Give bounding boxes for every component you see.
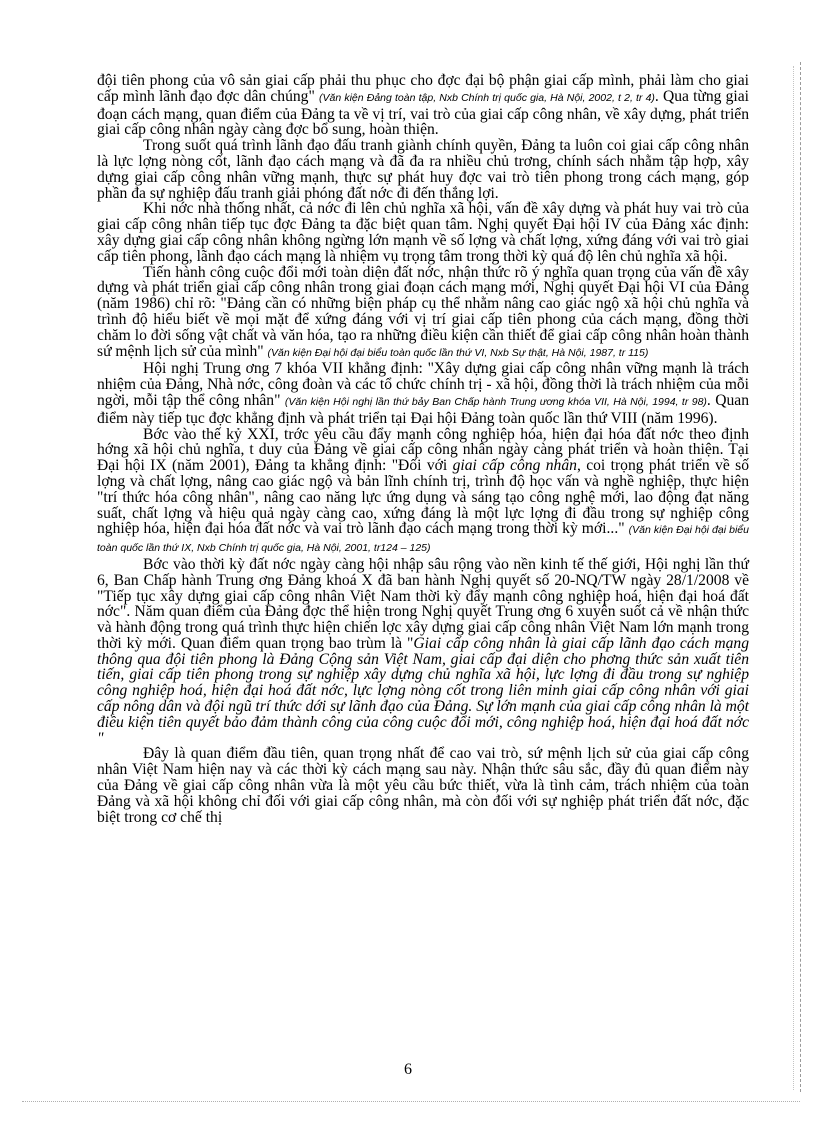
text-run: , coi trọng phát triển về số lợng và chất lợng, nâng cao giác ngộ và bản lĩnh chính trị, trình độ học vấn và nghề nghiệp, thực hiện "trí thức hóa công nhân", nâng cao năng lực ứng dụng và sáng tạo công nghệ mới, lao động đạt năng suất, chất lợng và hiệu quả ngày càng cao, xứng đáng là một lực lợng đi đầu trong sự nghiệp công nghiệp hóa, hiện đại hóa đất nớc và vai trò lãnh đạo cách mạng trong thời kỳ mới..." [97,457,749,538]
paragraph [97,557,749,747]
italic-text: giai cấp công nhân [452,457,577,475]
text-run: . Quan điểm này tiếp tục đợc khẳng định và phát triển tại Đại hội Đảng toàn quốc lần thứ VIII (năm 1996). [97,391,750,427]
page-border-bottom [22,1101,800,1102]
paragraph [97,201,749,264]
text-run: Bớc vào thế kỷ XXI, trớc yêu cầu đẩy mạnh công nghiệp hóa, hiện đại hóa đất nớc theo định hớng xã hội chủ nghĩa, t duy của Đảng về giai cấp công nhân ngày càng phát triển và hoàn thiện. Tại Đại hội IX (năm 2001), Đảng ta khẳng định: "Đối với [97,425,749,475]
paragraph [97,746,749,825]
citation: (Văn kiện Đảng toàn tập, Nxb Chính trị quốc gia, Hà Nội, 2002, t 2, tr 4) [318,91,655,104]
text-run: Khi nớc nhà thống nhất, cả nớc đi lên chủ nghĩa xã hội, vấn đề xây dựng và phát huy vai trò của giai cấp công nhân tiếp tục đợc Đảng ta đặc biệt quan tâm. Nghị quyết Đại hội IV của Đảng xác định: xây dựng giai cấp công nhân không ngừng lớn mạnh về số lợng và chất lợng, xứng đáng với vai trò giai cấp tiên phong, lãnh đạo cách mạng là nhiệm vụ trọng tâm trong thời kỳ quá độ lên chủ nghĩa xã hội. [97,200,749,265]
paragraph [97,73,749,138]
citation: (Văn kiện Hội nghị lần thứ bảy Ban Chấp hành Trung ương khóa VII, Hà Nội, 1994, tr 98) [284,395,707,408]
page-border-right [800,62,801,1092]
text-run: Hội nghị Trung ơng 7 khóa VII khẳng định: "Xây dựng giai cấp công nhân vững mạnh là trách nhiệm của Đảng, Nhà nớc, công đoàn và các tổ chức chính trị - xã hội, đồng thời là trách nhiệm của mỗi ngời, mỗi tập thể công nhân" [97,360,749,409]
text-run: Tiến hành công cuộc đổi mới toàn diện đất nớc, nhận thức rõ ý nghĩa quan trọng của vấn đề xây dựng và phát triển giai cấp công nhân trong giai đoạn cách mạng mới, Nghị quyết Đại hội VI của Đảng (năm 1986) chỉ rõ: "Đảng cần có những biện pháp cụ thể nhằm nâng cao giác ngộ xã hội chủ nghĩa và trình độ hiểu biết về mọi mặt để xứng đáng với vị trí giai cấp tiên phong của cách mạng, đồng thời chăm lo đời sống vật chất và văn hóa, tạo ra những điều kiện cần thiết để giai cấp công nhân hoàn thành sứ mệnh lịch sử của mình" [97,263,749,360]
paragraph [97,361,749,426]
text-run: đội tiên phong của vô sản giai cấp phải thu phục cho đợc đại bộ phận giai cấp mình, phải làm cho giai cấp mình lãnh đạo đợc dân chúng" [97,72,749,105]
body-text [97,73,749,825]
paragraph [97,427,749,557]
paragraph [97,138,749,201]
citation: (Văn kiện Đại hội đại biểu toàn quốc lần thứ VI, Nxb Sự thật, Hà Nội, 1987, tr 115) [267,346,649,359]
paragraph [97,265,749,362]
text-run: . Qua từng giai đoạn cách mạng, quan điểm của Đảng ta về vị trí, vai trò của giai cấp công nhân, về xây dựng, phát triển giai cấp công nhân ngày càng đợc bổ sung, hoàn thiện. [97,87,749,139]
italic-text: Giai cấp công nhân là giai cấp lãnh đạo cách mạng thông qua đội tiên phong là Đảng Cộng sản Việt Nam, giai cấp đại diện cho phơng thức sản xuất tiên tiến, giai cấp tiên phong trong sự nghiệp xây dựng chủ nghĩa xã hội, lực lợng đi đầu trong sự nghiệp công nghiệp hoá, hiện đại hoá đất nớc, lực lợng nòng cốt trong liên minh giai cấp công nhân với giai cấp nông dân và đội ngũ trí thức dới sự lãnh đạo của Đảng. Sự lớn mạnh của giai cấp công nhân là một điều kiện tiên quyết bảo đảm thành công của công cuộc đổi mới, công nghiệp hoá, hiện đại hoá đất nớc " [97,634,749,747]
page-number: 6 [404,1061,412,1078]
text-run: Bớc vào thời kỳ đất nớc ngày càng hội nhập sâu rộng vào nền kinh tế thế giới, Hội nghị lần thứ 6, Ban Chấp hành Trung ơng Đảng khoá X đã ban hành Nghị quyết số 20-NQ/TW ngày 28/1/2008 về "Tiếp tục xây dựng giai cấp công nhân Việt Nam thời kỳ đẩy mạnh công nghiệp hoá, hiện đại hoá đất nớc". Năm quan điểm của Đảng đợc thể hiện trong Nghị quyết Trung ơng 6 xuyên suốt cả về nhận thức và hành động trong quá trình thực hiện chiến lợc xây dựng giai cấp công nhân Việt Nam lớn mạnh trong thời kỳ mới. Quan điểm quan trọng bao trùm là " [97,555,749,652]
text-run: Đây là quan điểm đầu tiên, quan trọng nhất để cao vai trò, sứ mệnh lịch sử của giai cấp công nhân Việt Nam hiện nay và các thời kỳ cách mạng sau này. Nhận thức sâu sắc, đầy đủ quan điểm này của Đảng về giai cấp công nhân vừa là một yêu cầu bức thiết, vừa là tình cảm, trách nhiệm của toàn Đảng và xã hội không chỉ đối với giai cấp công nhân, mà còn đối với sự nghiệp phát triển đất nớc, đặc biệt trong cơ chế thị [97,745,749,826]
citation: (Văn kiện Đại hội đại biểu toàn quốc lần thứ IX, Nxb Chính trị quốc gia, Hà Nội, 2001, tr124 – 125) [97,524,749,555]
text-run: Trong suốt quá trình lãnh đạo đấu tranh giành chính quyền, Đảng ta luôn coi giai cấp công nhân là lực lợng nòng cốt, lãnh đạo cách mạng và đã đa ra nhiều chủ trơng, chính sách nhằm tập hợp, xây dựng giai cấp công nhân vững mạnh, thực sự phát huy đợc vai trò tiên phong trong cách mạng, góp phần đa sự nghiệp đấu tranh giải phóng đất nớc đi đến thắng lợi. [97,137,749,202]
page-border-right-inner [793,66,794,1090]
